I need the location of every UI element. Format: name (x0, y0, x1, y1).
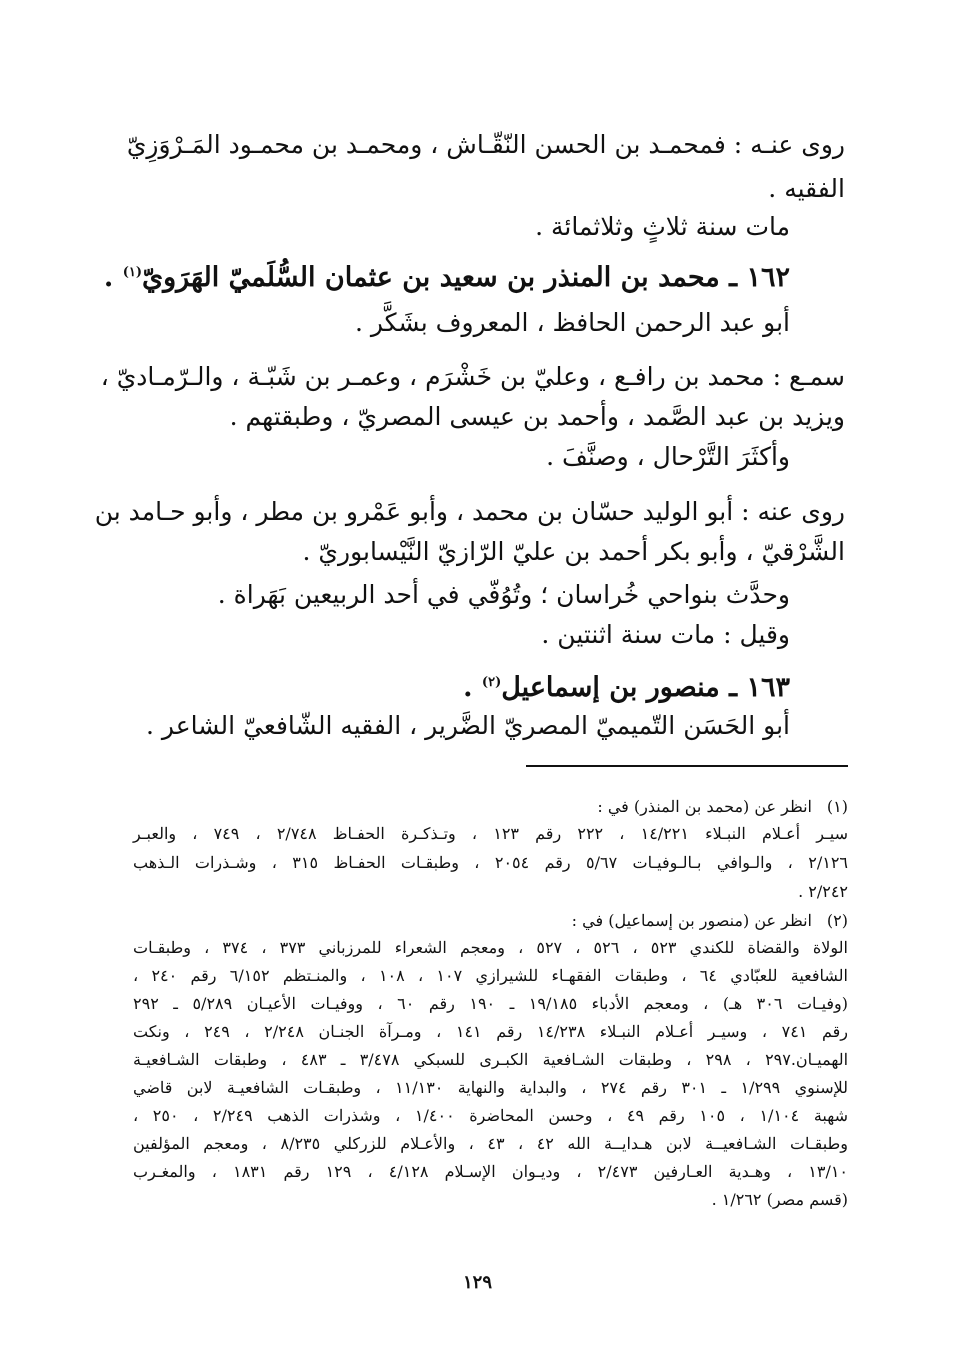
heading-end: . (463, 672, 482, 703)
footnote-line: شهبة ١/١٠٤ ، ١٠٥ رقم ٤٩ ، وحسن المحاضرة ١/٤٠٠ ، وشذرات الذهب ٢/٢٤٩ ، ٢٥٠ ، (133, 1106, 849, 1125)
footnote-line: (وفيـات ٣٠٦ هـ) ، ومعجم الأدباء ١٩/١٨٥ ـ ١٩٠ رقم ٦٠ ، ووفيـات الأعيـان ٥/٢٨٩ ـ ٢٩٢ (133, 994, 849, 1013)
footnote-line: ٢/٢٤٢ . (798, 882, 848, 901)
text-line: أبو الحَسَن التّميميّ المصريّ الضَّرير ، الفقيه الشّافعيّ الشاعر . (146, 711, 790, 740)
footnote-line: ١٣/١٠ ، وهـدية العـارفين ٢/٤٧٣ ، وديـوان الإسـلام ٤/١٢٨ ، ١٢٩ رقم ١٨٣١ ، والمغـرب (133, 1162, 849, 1181)
footnote-number: (٢) (826, 911, 848, 930)
text-line: روى عنه : أبو الوليد حسّان بن محمد ، وأبو عَمْرو بن مطر ، وأبو حـامد بن (94, 497, 845, 526)
text-line: وأكثَرَ التَّرْحال ، وصنَّفَ . (546, 442, 790, 471)
footnote-heading: انظر عن (محمد بن المنذر) في : (597, 797, 812, 816)
text-line: وحدَّث بنواحي خُراسان ؛ وتُوُفّي في أحد الربيعين بَهَراة . (217, 580, 790, 609)
page-number: ١٢٩ (462, 1272, 492, 1293)
text-line: وقيل : مات سنة اثنتين . (541, 620, 790, 649)
footnote-line: للإسنوي ١/٢٩٩ ـ ٣٠١ رقم ٢٧٤ ، والبداية والنهاية ١١/١٣٠ ، وطبقـات الشافعيـة لابن قاضي (133, 1078, 849, 1097)
text-line: ويزيد بن عبد الصَّمد ، وأحمد بن عيسى المصريّ ، وطبقتهم . (229, 402, 845, 431)
footnote-divider (526, 765, 848, 767)
footnote-line: سيـر أعـلام النبـلاء ١٤/٢٢١ ، ٢٢٢ رقم ١٢٣ ، وتـذكـرة الحفـاظ ٢/٧٤٨ ، ٧٤٩ ، والعبـر (133, 824, 849, 843)
footnote-line: الشافعية للعبّادي ٦٤ ، وطبقات الفقهـاء للشيرازي ١٠٧ ، ١٠٨ ، والمنـتظم ٦/١٥٢ رقم ٢٤٠ ، (133, 966, 849, 985)
footnote-heading: انظر عن (منصور بن إسماعيل) في : (571, 911, 812, 930)
footnote-marker: (١) (122, 265, 142, 280)
text-line: الشَّرْقيّ ، وأبو بكر أحمد بن عليّ الرّازيّ النَّيْسابوريّ . (302, 537, 845, 566)
entry-heading-text: ١٦٢ ـ محمد بن المنذر بن سعيد بن عثمان السُّلَميّ الهَرَويّ (142, 262, 790, 293)
footnote-line: (قسم مصر) ١/٢٦٢ . (711, 1190, 848, 1209)
text-line: أبو عبد الرحمن الحافظ ، المعروف بشَكَّر . (354, 308, 790, 337)
text-line: سمـع : محمد بن رافـع ، وعليّ بن خَشْرَم ، وعمـر بن شَبّـة ، والـرّمـاديّ ، (100, 362, 845, 391)
entry-heading-163 (463, 671, 790, 705)
heading-end: . (103, 262, 123, 293)
footnote-marker: (٢) (481, 675, 502, 690)
text-line: مات سنة ثلاثٍ وثلاثمائة . (535, 212, 790, 241)
footnote-line: الهميـان.٢٩٧ ، ٢٩٨ ، وطبقات الشـافعية الكبـرى للسبكي ٣/٤٧٨ ـ ٤٨٣ ، وطبقات الشـافعيـة (133, 1050, 849, 1069)
footnote-line: رقم ٧٤١ ، وسيـر أعـلام النبـلاء ١٤/٢٣٨ رقم ١٤١ ، ومـرآة الجنـان ٢/٢٤٨ ، ٢٤٩ ، ونكت (133, 1022, 848, 1041)
footnote-line: الولاة والقضاة للكندي ٥٢٣ ، ٥٢٦ ، ٥٢٧ ، ومعجم الشعراء للمرزباني ٣٧٣ ، ٣٧٤ ، وطبقـات (133, 938, 848, 957)
entry-heading-text: ١٦٣ ـ منصور بن إسماعيل (501, 672, 790, 703)
entry-heading-162 (104, 261, 790, 295)
footnote-line: ٢/١٢٦ ، والـوافي بـالـوفيـات ٥/٦٧ رقم ٢٠٥٤ ، وطبقـات الحفـاظ ٣١٥ ، وشـذرات الـذهب (133, 853, 848, 872)
text-line: روى عنـه : فمحمـد بن الحسن النّقّـاش ، ومحمـد بن محمـود المَـرْوَزِيّ (126, 130, 845, 159)
footnote-line: وطبقـات الشـافعيــة لابن هـدايــة الله ٤٢ ، ٤٣ ، والأعـلام للزركلي ٨/٢٣٥ ، ومعجم المؤلفين (133, 1134, 848, 1153)
footnote-number: (١) (826, 797, 848, 816)
text-line: الفقيه . (768, 174, 845, 203)
